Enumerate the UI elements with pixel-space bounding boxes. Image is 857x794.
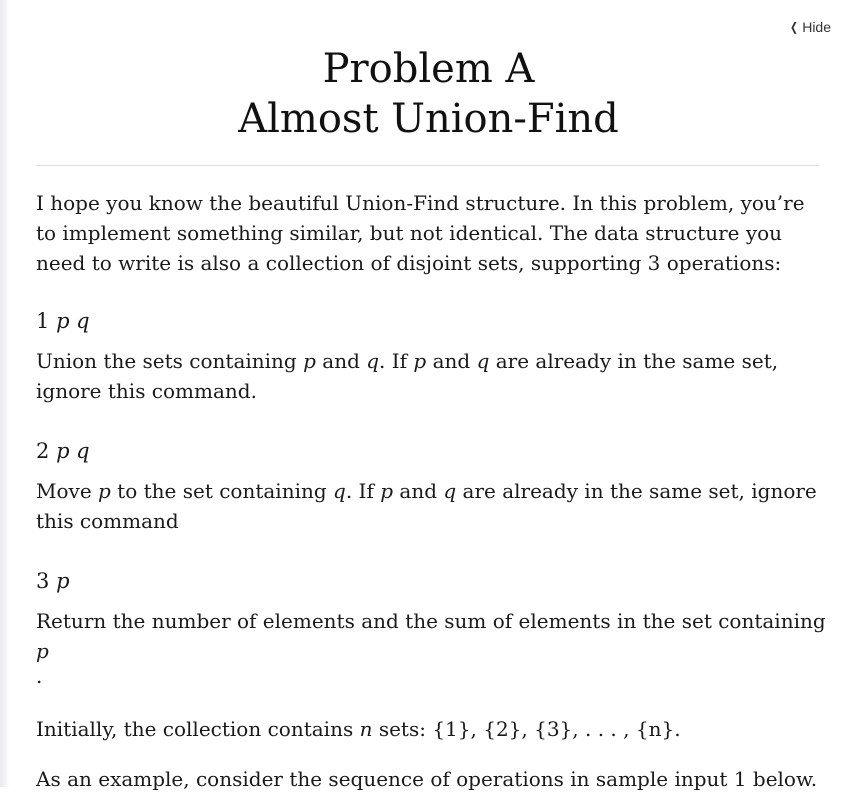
example-paragraph: As an example, consider the sequence of operations in sample input 1 below. [36, 767, 818, 791]
operation-3-header: 3 p [36, 569, 70, 593]
hide-label: Hide [802, 19, 831, 35]
operation-1-header: 1 p q [36, 309, 90, 333]
problem-title [0, 44, 857, 144]
hide-button[interactable] [789, 19, 831, 35]
initial-sets-math: {1}, {2}, {3}, . . . , {n} [432, 717, 675, 741]
problem-letter: Problem A [322, 46, 535, 92]
problem-name: Almost Union-Find [238, 96, 619, 142]
problem-statement [36, 188, 826, 794]
operation-2-header: 2 p q [36, 439, 90, 463]
title-divider [36, 165, 819, 166]
operation-1-description: Union the sets containing p and q. If p and q are already in the same set, ignore this command. [36, 349, 779, 403]
chevron-left-icon: ❮ [790, 20, 799, 34]
operation-3-period: . [36, 664, 43, 688]
operation-3-description: Return the number of elements and the sum of elements in the set containing p [36, 609, 826, 663]
operation-2-description: Move p to the set containing q. If p and q are already in the same set, ignore this command [36, 479, 817, 533]
intro-paragraph: I hope you know the beautiful Union-Find structure. In this problem, you’re to implement something similar, but not identical. The data structure you need to write is also a collection of disjoint sets, supporting 3 operations: [36, 191, 805, 275]
initial-state-paragraph: Initially, the collection contains n sets: {1}, {2}, {3}, . . . , {n}. [36, 717, 681, 741]
